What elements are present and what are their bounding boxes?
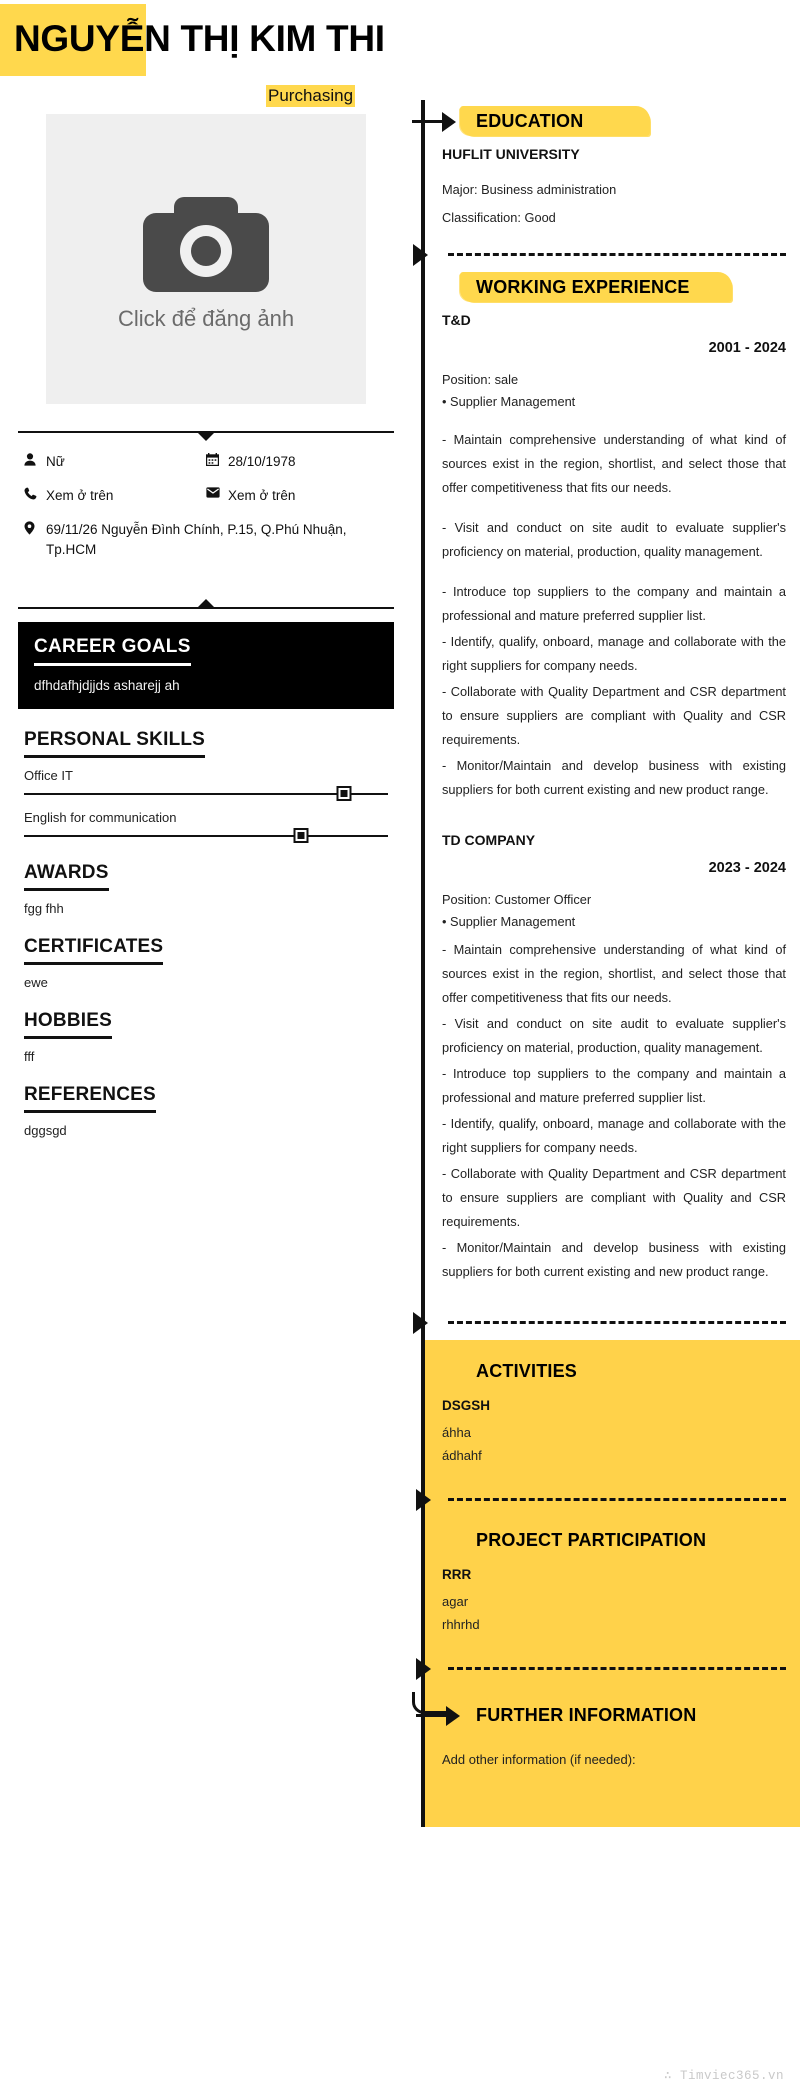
person-icon (24, 452, 46, 466)
cv-header (0, 0, 800, 105)
further-information-title: FURTHER INFORMATION (476, 1705, 697, 1725)
certificates-section (18, 936, 394, 990)
project-participation-section (442, 1517, 786, 1632)
timeline-marker-icon (413, 244, 428, 266)
contact-address[interactable] (24, 520, 388, 560)
job-bullet[interactable]: • Supplier Management (442, 394, 576, 409)
activities-header (442, 1356, 786, 1390)
timeline-rail (421, 100, 425, 1827)
candidate-name: NGUYỄN THỊ KIM THI (14, 18, 385, 59)
contact-row (24, 452, 388, 472)
job-line[interactable]: - Identify, qualify, onboard, manage and collaborate with the right suppliers for company needs. (442, 1116, 786, 1155)
activities-title: ACTIVITIES (476, 1361, 578, 1381)
certificates-title: CERTIFICATES (24, 936, 163, 965)
skill-name: Office IT (24, 768, 73, 783)
education-major[interactable]: Major: Business administration (442, 182, 617, 197)
skill-slider[interactable] (24, 788, 388, 800)
working-experience-header (442, 272, 786, 306)
divider-bottom (18, 602, 394, 616)
working-experience-title: WORKING EXPERIENCE (476, 277, 690, 297)
project-participation-title: PROJECT PARTICIPATION (476, 1530, 707, 1550)
skill-item[interactable] (24, 768, 388, 800)
further-information-header (442, 1700, 786, 1734)
references-text[interactable]: dggsgd (24, 1123, 67, 1138)
job-paragraph[interactable]: - Visit and conduct on site audit to evaluate supplier's proficiency on material, production, quality management. (442, 520, 786, 559)
yellow-block (423, 1340, 800, 1827)
contact-row (24, 486, 388, 506)
contact-row (24, 520, 388, 560)
project-participation-header (442, 1525, 786, 1559)
contact-birthday-value: 28/10/1978 (228, 454, 296, 469)
job-line[interactable]: - Collaborate with Quality Department and CSR department to ensure suppliers are compliant with Quality and CSR requirements. (442, 684, 786, 747)
job-paragraph[interactable]: - Introduce top suppliers to the company and maintain a professional and mature preferred supplier list. (442, 584, 786, 623)
working-experience-section (442, 272, 786, 1284)
personal-skills-title: PERSONAL SKILLS (24, 729, 205, 758)
job-position[interactable]: Position: sale (442, 372, 519, 387)
separator-project (442, 1658, 786, 1680)
awards-text[interactable]: fgg fhh (24, 901, 64, 916)
education-header (442, 106, 786, 140)
activities-line-2[interactable]: ádhahf (442, 1448, 482, 1463)
job-title[interactable]: Purchasing (268, 86, 354, 105)
job-line[interactable]: - Visit and conduct on site audit to evaluate supplier's proficiency on material, production, quality management. (442, 1016, 786, 1055)
divider-top (18, 426, 394, 440)
job-line[interactable]: - Monitor/Maintain and develop business with existing suppliers for both current existing and new product range. (442, 758, 786, 797)
further-information-note[interactable]: Add other information (if needed): (442, 1752, 636, 1767)
timeline-marker-icon (413, 1312, 428, 1334)
hobbies-text[interactable]: fff (24, 1049, 35, 1064)
awards-section (18, 862, 394, 916)
right-content (412, 106, 800, 1334)
contact-birthday[interactable] (206, 452, 388, 472)
timeline-marker-icon (416, 1658, 431, 1680)
career-goals-text[interactable]: dfhdafhjdjjds asharejj ah (34, 678, 180, 693)
timeline-arrow-icon (416, 1706, 462, 1726)
project-org[interactable]: RRR (442, 1567, 472, 1582)
project-line-2[interactable]: rhhrhd (442, 1617, 480, 1632)
personal-skills-section (18, 729, 394, 842)
contact-address-value: 69/11/26 Nguyễn Đình Chính, P.15, Q.Phú Nhuận, Tp.HCM (46, 522, 347, 557)
awards-title: AWARDS (24, 862, 109, 891)
job-years[interactable]: 2023 - 2024 (708, 860, 786, 876)
contact-email[interactable] (206, 486, 388, 506)
contact-email-value: Xem ở trên (228, 488, 296, 503)
job-line[interactable]: - Monitor/Maintain and develop business with existing suppliers for both current existing and new product range. (442, 1240, 786, 1279)
footer-watermark: ∴ Timviec365.vn (663, 2069, 784, 2083)
location-pin-icon (24, 520, 46, 535)
contact-block (18, 440, 394, 580)
references-title: REFERENCES (24, 1084, 156, 1113)
contact-phone-value: Xem ở trên (46, 488, 114, 503)
separator-activities (442, 1489, 786, 1511)
cv-columns (0, 100, 800, 1827)
photo-upload-box[interactable] (46, 114, 366, 404)
job-entry (442, 832, 786, 1284)
hobbies-section (18, 1010, 394, 1064)
activities-line-1[interactable]: áhha (442, 1425, 471, 1440)
education-section (442, 106, 786, 230)
yellow-content (423, 1344, 800, 1767)
skill-name: English for communication (24, 810, 177, 825)
skill-slider[interactable] (24, 830, 388, 842)
career-goals-title: CAREER GOALS (34, 636, 191, 666)
personal-skills-list (24, 768, 388, 842)
education-school[interactable]: HUFLIT UNIVERSITY (442, 146, 580, 162)
job-position[interactable]: Position: Customer Officer (442, 892, 592, 907)
contact-phone[interactable] (24, 486, 206, 506)
calendar-icon (206, 452, 228, 466)
job-entry (442, 312, 786, 802)
timeline-arrow-icon (412, 112, 458, 132)
job-paragraph[interactable]: - Maintain comprehensive understanding of what kind of sources exist in the region, shortlist, and select those that offer competitiveness that fits our needs. (442, 432, 786, 495)
education-classification[interactable]: Classification: Good (442, 210, 556, 225)
references-section (18, 1084, 394, 1138)
job-company[interactable]: T&D (442, 312, 471, 328)
contact-gender[interactable] (24, 452, 206, 472)
phone-icon (24, 486, 46, 500)
further-information-section (442, 1686, 786, 1767)
certificates-text[interactable]: ewe (24, 975, 48, 990)
skill-slider-knob[interactable] (295, 830, 306, 841)
envelope-icon (206, 486, 228, 498)
camera-icon (143, 187, 269, 300)
hobbies-title: HOBBIES (24, 1010, 112, 1039)
job-line[interactable]: - Introduce top suppliers to the company and maintain a professional and mature preferred supplier list. (442, 1066, 786, 1105)
job-company[interactable]: TD COMPANY (442, 832, 536, 848)
separator-experience (442, 1312, 786, 1334)
job-years[interactable]: 2001 - 2024 (708, 340, 786, 356)
separator-education (442, 244, 786, 266)
project-line-1[interactable]: agar (442, 1594, 469, 1609)
job-bullet[interactable]: • Supplier Management (442, 914, 576, 929)
timeline-marker-icon (416, 1489, 431, 1511)
right-column (412, 100, 800, 1827)
job-line[interactable]: - Identify, qualify, onboard, manage and collaborate with the right suppliers for company needs. (442, 634, 786, 673)
photo-upload-label: Click để đăng ảnh (117, 305, 295, 331)
contact-gender-value: Nữ (46, 454, 65, 469)
skill-item[interactable] (24, 810, 388, 842)
job-line[interactable]: - Collaborate with Quality Department and CSR department to ensure suppliers are compliant with Quality and CSR requirements. (442, 1166, 786, 1229)
career-goals-section (18, 622, 394, 709)
job-line[interactable]: - Maintain comprehensive understanding of what kind of sources exist in the region, shortlist, and select those that offer competitiveness that fits our needs. (442, 942, 786, 1005)
activities-section (442, 1344, 786, 1463)
skill-slider-knob[interactable] (339, 788, 350, 799)
left-column (0, 100, 412, 1138)
activities-org[interactable]: DSGSH (442, 1398, 491, 1413)
education-title: EDUCATION (476, 111, 584, 131)
